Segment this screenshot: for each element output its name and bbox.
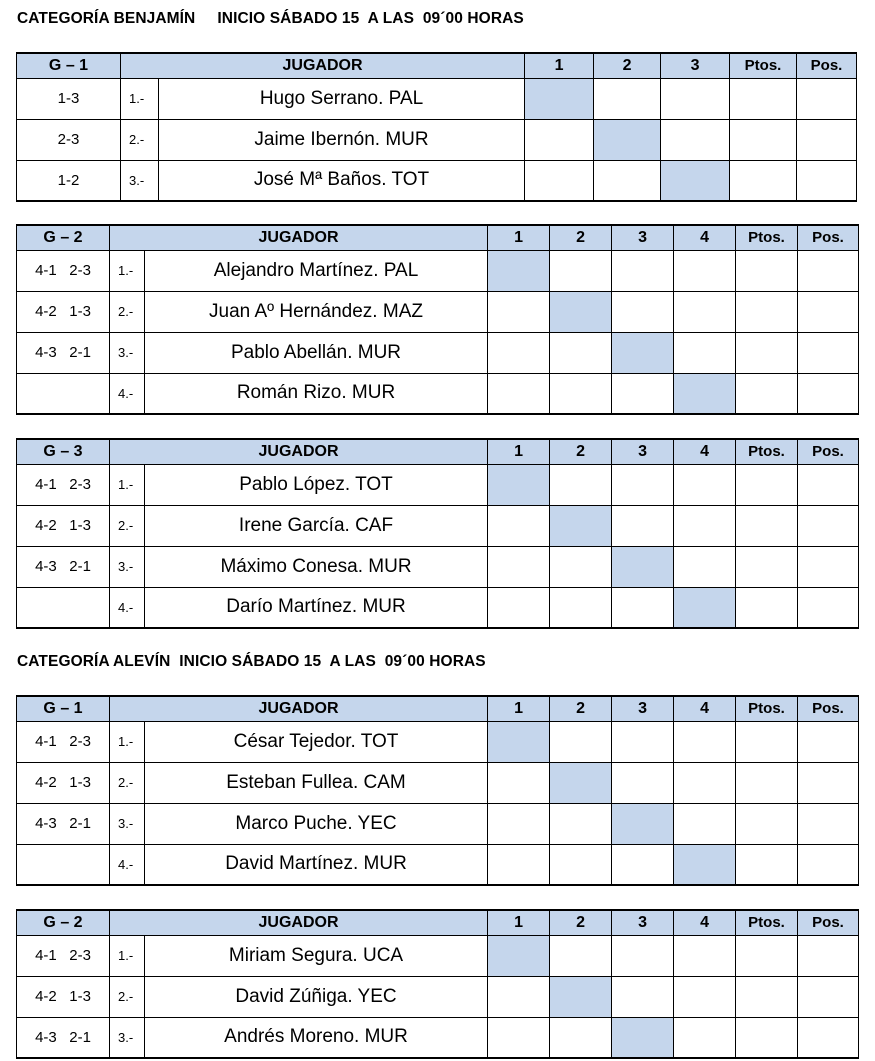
score-cell[interactable] [612,373,674,414]
score-cell[interactable] [674,464,736,505]
player-header: JUGADOR [121,53,525,78]
score-cell[interactable] [674,250,736,291]
player-number: 1.- [121,78,159,119]
score-cell[interactable] [550,373,612,414]
position-cell[interactable] [797,78,857,119]
points-cell[interactable] [736,291,798,332]
column-header-2: 2 [550,696,612,721]
player-name: Máximo Conesa. MUR [145,546,488,587]
match-order: 4-1 2-3 [17,464,110,505]
score-cell-blocked [550,291,612,332]
column-header-4: 4 [674,225,736,250]
score-cell-blocked [674,587,736,628]
score-cell[interactable] [674,762,736,803]
player-row [17,721,859,762]
column-header-2: 2 [550,225,612,250]
player-row [17,546,859,587]
player-number: 2.- [110,291,145,332]
score-cell-blocked [488,464,550,505]
points-cell[interactable] [736,976,798,1017]
position-header: Pos. [798,225,859,250]
score-cell-blocked [661,160,730,201]
score-cell[interactable] [488,844,550,885]
score-cell[interactable] [612,976,674,1017]
points-header: Ptos. [736,696,798,721]
score-cell-blocked [550,505,612,546]
points-header: Ptos. [736,910,798,935]
player-row [17,844,859,885]
player-name: José Mª Baños. TOT [159,160,525,201]
group-name: G – 3 [17,439,110,464]
score-cell[interactable] [488,373,550,414]
score-cell-blocked [594,119,661,160]
player-name: Esteban Fullea. CAM [145,762,488,803]
score-cell[interactable] [550,587,612,628]
group-name: G – 1 [17,696,110,721]
player-number: 4.- [110,587,145,628]
score-cell[interactable] [488,587,550,628]
score-cell-blocked [612,546,674,587]
position-cell[interactable] [798,250,859,291]
player-name: Miriam Segura. UCA [145,935,488,976]
score-cell[interactable] [550,250,612,291]
player-row [17,464,859,505]
score-cell-blocked [612,803,674,844]
points-cell[interactable] [736,844,798,885]
match-order [17,373,110,414]
score-cell-blocked [488,935,550,976]
column-header-1: 1 [488,696,550,721]
score-cell[interactable] [550,935,612,976]
match-order [17,844,110,885]
position-cell[interactable] [798,546,859,587]
points-cell[interactable] [736,373,798,414]
points-header: Ptos. [736,225,798,250]
column-header-3: 3 [612,439,674,464]
section-heading-benjamin: CATEGORÍA BENJAMÍN INICIO SÁBADO 15 A LAS 09´00 HORAS [17,10,524,27]
column-header-4: 4 [674,910,736,935]
match-order: 4-3 2-1 [17,546,110,587]
player-name: David Zúñiga. YEC [145,976,488,1017]
points-cell[interactable] [736,505,798,546]
player-name: Darío Martínez. MUR [145,587,488,628]
player-number: 1.- [110,250,145,291]
column-header-3: 3 [612,696,674,721]
player-name: Andrés Moreno. MUR [145,1017,488,1058]
player-row [17,160,857,201]
match-order: 1-3 [17,78,121,119]
player-number: 2.- [110,762,145,803]
score-cell[interactable] [674,1017,736,1058]
score-cell-blocked [550,762,612,803]
player-header: JUGADOR [110,696,488,721]
player-number: 3.- [121,160,159,201]
player-number: 4.- [110,373,145,414]
player-name: Hugo Serrano. PAL [159,78,525,119]
score-cell[interactable] [612,291,674,332]
player-row [17,803,859,844]
player-row [17,119,857,160]
score-cell[interactable] [674,291,736,332]
score-cell[interactable] [525,119,594,160]
player-row [17,291,859,332]
player-name: Pablo Abellán. MUR [145,332,488,373]
player-number: 3.- [110,546,145,587]
player-number: 1.- [110,464,145,505]
header-row [17,225,859,250]
match-order: 4-3 2-1 [17,1017,110,1058]
score-cell[interactable] [488,1017,550,1058]
group-name: G – 2 [17,910,110,935]
points-header: Ptos. [730,53,797,78]
score-cell[interactable] [612,505,674,546]
match-order: 4-2 1-3 [17,505,110,546]
points-cell[interactable] [736,1017,798,1058]
score-cell[interactable] [488,332,550,373]
position-cell[interactable] [798,332,859,373]
match-order: 4-3 2-1 [17,803,110,844]
position-header: Pos. [797,53,857,78]
points-cell[interactable] [730,78,797,119]
position-cell[interactable] [797,160,857,201]
score-cell[interactable] [550,332,612,373]
player-name: Marco Puche. YEC [145,803,488,844]
score-cell[interactable] [488,546,550,587]
position-cell[interactable] [798,505,859,546]
player-number: 1.- [110,935,145,976]
column-header-3: 3 [612,910,674,935]
points-cell[interactable] [736,803,798,844]
column-header-4: 4 [674,439,736,464]
match-order: 4-2 1-3 [17,291,110,332]
score-cell[interactable] [612,935,674,976]
position-cell[interactable] [798,762,859,803]
group-table-0-0 [16,52,857,202]
position-cell[interactable] [798,803,859,844]
column-header-2: 2 [550,439,612,464]
player-row [17,587,859,628]
score-cell[interactable] [612,250,674,291]
header-row [17,696,859,721]
position-cell[interactable] [798,373,859,414]
match-order: 4-1 2-3 [17,721,110,762]
match-order: 4-1 2-3 [17,250,110,291]
player-row [17,935,859,976]
player-name: Román Rizo. MUR [145,373,488,414]
score-cell[interactable] [525,160,594,201]
column-header-1: 1 [488,225,550,250]
score-cell[interactable] [550,721,612,762]
points-header: Ptos. [736,439,798,464]
column-header-1: 1 [525,53,594,78]
player-header: JUGADOR [110,910,488,935]
player-number: 3.- [110,332,145,373]
player-row [17,762,859,803]
score-cell[interactable] [488,976,550,1017]
player-row [17,78,857,119]
position-header: Pos. [798,439,859,464]
score-cell[interactable] [661,119,730,160]
match-order: 4-2 1-3 [17,976,110,1017]
player-header: JUGADOR [110,225,488,250]
match-order [17,587,110,628]
position-cell[interactable] [798,291,859,332]
score-cell[interactable] [550,464,612,505]
group-table-1-0 [16,695,859,886]
score-cell-blocked [488,250,550,291]
score-cell[interactable] [488,762,550,803]
column-header-1: 1 [488,910,550,935]
match-order: 4-2 1-3 [17,762,110,803]
group-name: G – 1 [17,53,121,78]
column-header-4: 4 [674,696,736,721]
group-name: G – 2 [17,225,110,250]
score-cell[interactable] [674,803,736,844]
match-order: 2-3 [17,119,121,160]
group-table-0-1 [16,224,859,415]
player-number: 4.- [110,844,145,885]
points-cell[interactable] [736,762,798,803]
column-header-2: 2 [594,53,661,78]
points-cell[interactable] [736,250,798,291]
position-cell[interactable] [797,119,857,160]
header-row [17,439,859,464]
player-row [17,976,859,1017]
player-row [17,1017,859,1058]
header-row [17,53,857,78]
position-cell[interactable] [798,587,859,628]
position-header: Pos. [798,910,859,935]
score-cell[interactable] [674,935,736,976]
group-table-1-1 [16,909,859,1059]
column-header-3: 3 [612,225,674,250]
score-cell[interactable] [674,332,736,373]
score-cell-blocked [550,976,612,1017]
points-cell[interactable] [730,160,797,201]
score-cell-blocked [674,373,736,414]
score-cell[interactable] [661,78,730,119]
score-cell[interactable] [674,546,736,587]
score-cell[interactable] [612,762,674,803]
player-name: David Martínez. MUR [145,844,488,885]
player-name: Alejandro Martínez. PAL [145,250,488,291]
score-cell[interactable] [488,505,550,546]
score-cell[interactable] [612,464,674,505]
score-cell[interactable] [612,844,674,885]
score-cell[interactable] [550,546,612,587]
score-cell[interactable] [612,587,674,628]
position-cell[interactable] [798,464,859,505]
position-cell[interactable] [798,844,859,885]
score-cell[interactable] [488,803,550,844]
score-cell-blocked [674,844,736,885]
score-cell[interactable] [612,721,674,762]
position-cell[interactable] [798,721,859,762]
match-order: 4-3 2-1 [17,332,110,373]
player-name: Jaime Ibernón. MUR [159,119,525,160]
score-cell[interactable] [674,976,736,1017]
section-heading-alevin: CATEGORÍA ALEVÍN INICIO SÁBADO 15 A LAS 09´00 HORAS [17,653,486,670]
score-cell[interactable] [488,291,550,332]
score-cell[interactable] [550,803,612,844]
score-cell[interactable] [674,505,736,546]
column-header-1: 1 [488,439,550,464]
player-name: Juan Aº Hernández. MAZ [145,291,488,332]
match-order: 4-1 2-3 [17,935,110,976]
player-row [17,250,859,291]
player-number: 2.- [110,505,145,546]
player-number: 2.- [121,119,159,160]
score-cell[interactable] [594,78,661,119]
player-name: Irene García. CAF [145,505,488,546]
points-cell[interactable] [736,721,798,762]
player-row [17,505,859,546]
group-table-0-2 [16,438,859,629]
column-header-2: 2 [550,910,612,935]
points-cell[interactable] [730,119,797,160]
player-number: 2.- [110,976,145,1017]
points-cell[interactable] [736,935,798,976]
points-cell[interactable] [736,464,798,505]
score-cell-blocked [488,721,550,762]
player-number: 3.- [110,1017,145,1058]
player-name: César Tejedor. TOT [145,721,488,762]
player-number: 3.- [110,803,145,844]
player-row [17,373,859,414]
player-name: Pablo López. TOT [145,464,488,505]
points-cell[interactable] [736,587,798,628]
position-cell[interactable] [798,935,859,976]
score-cell-blocked [612,1017,674,1058]
player-number: 1.- [110,721,145,762]
player-row [17,332,859,373]
column-header-3: 3 [661,53,730,78]
position-header: Pos. [798,696,859,721]
score-cell-blocked [525,78,594,119]
player-header: JUGADOR [110,439,488,464]
score-cell[interactable] [550,844,612,885]
match-order: 1-2 [17,160,121,201]
score-cell[interactable] [674,721,736,762]
score-cell-blocked [612,332,674,373]
points-cell[interactable] [736,546,798,587]
points-cell[interactable] [736,332,798,373]
score-cell[interactable] [594,160,661,201]
position-cell[interactable] [798,1017,859,1058]
score-cell[interactable] [550,1017,612,1058]
header-row [17,910,859,935]
position-cell[interactable] [798,976,859,1017]
